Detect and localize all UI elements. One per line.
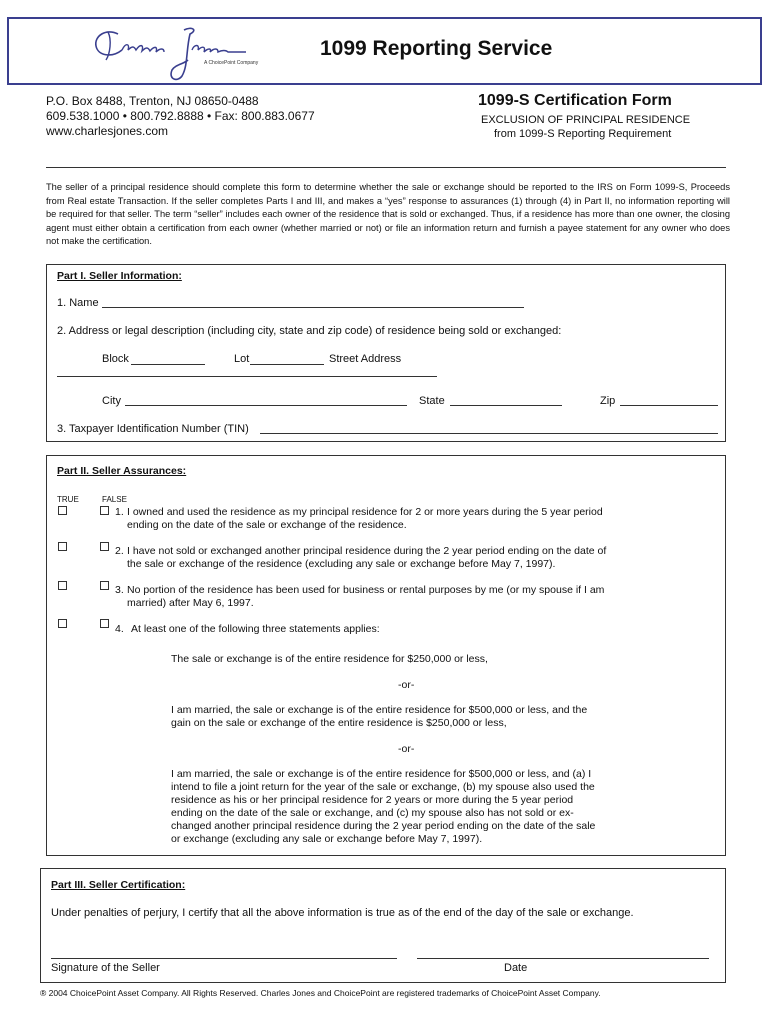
assurance-1-number: 1. [115, 506, 124, 518]
statement-c-line4: ending on the date of the sale or exchange, and (c) my spouse also has not sold or ex- [171, 807, 574, 819]
form-subtitle-2: from 1099-S Reporting Requirement [494, 128, 672, 140]
assurance-4-number: 4. [115, 623, 124, 635]
address-label: 2. Address or legal description (including city, state and zip code) of residence being sold or exchanged: [57, 325, 562, 337]
assurance-2-text: I have not sold or exchanged another principal residence during the 2 year period ending on the date of [127, 545, 607, 557]
lot-field[interactable] [250, 364, 324, 365]
name-label: 1. Name [57, 297, 99, 309]
date-field[interactable] [417, 958, 709, 959]
assurance-1-text-cont: ending on the date of the sale or exchange of the residence. [127, 519, 407, 531]
statement-c-line1: I am married, the sale or exchange is of the entire residence for $500,000 or less, and (a) I [171, 768, 592, 780]
assurance-2-text-cont: the sale or exchange of the residence (excluding any sale or exchange before May 7, 1997). [127, 558, 556, 570]
signature-field[interactable] [51, 958, 397, 959]
lot-label: Lot [234, 353, 250, 365]
name-field[interactable] [102, 307, 524, 308]
form-subtitle-1: EXCLUSION OF PRINCIPAL RESIDENCE [481, 114, 691, 126]
charles-jones-logo [88, 20, 258, 84]
block-label: Block [102, 353, 129, 365]
zip-label: Zip [600, 395, 616, 407]
assurance-3-number: 3. [115, 584, 124, 596]
assurance-3-true-checkbox[interactable] [58, 581, 67, 590]
assurance-3-text: No portion of the residence has been used for business or rental purposes by me (or my spouse if I am [127, 584, 605, 596]
assurance-4-true-checkbox[interactable] [58, 619, 67, 628]
assurance-4-false-checkbox[interactable] [100, 619, 109, 628]
street-address-field[interactable] [57, 376, 437, 377]
assurance-1-true-checkbox[interactable] [58, 506, 67, 515]
signature-label: Signature of the Seller [51, 962, 160, 974]
statement-c-line2: intend to file a joint return for the year of the sale or exchange, (b) my spouse also used the [171, 781, 595, 793]
tin-field[interactable] [260, 433, 718, 434]
logo-subtitle: A ChoicePoint Company [204, 60, 259, 66]
or-separator-1: -or- [398, 679, 415, 691]
part2-title: Part II. Seller Assurances: [57, 465, 187, 477]
part3-title: Part III. Seller Certification: [51, 879, 186, 891]
block-field[interactable] [131, 364, 205, 365]
assurance-3-false-checkbox[interactable] [100, 581, 109, 590]
or-separator-2: -or- [398, 743, 415, 755]
state-field[interactable] [450, 405, 562, 406]
date-label: Date [504, 962, 528, 974]
street-address-label: Street Address [329, 353, 402, 365]
assurance-1-text: I owned and used the residence as my principal residence for 2 or more years during the 5 year period [127, 506, 603, 518]
city-field[interactable] [125, 405, 407, 406]
form-title: 1099-S Certification Form [478, 92, 672, 109]
part1-title: Part I. Seller Information: [57, 270, 182, 282]
statement-b-line2: gain on the sale or exchange of the entire residence is $250,000 or less, [171, 717, 507, 729]
statement-a: The sale or exchange is of the entire residence for $250,000 or less, [171, 653, 488, 665]
statement-c-line3: residence as his or her principal residence for 2 years or more during the 5 year period [171, 794, 574, 806]
copyright-footer: ® 2004 ChoicePoint Asset Company. All Rights Reserved. Charles Jones and ChoicePoint are registered trademarks of ChoicePoint Asset Company. [40, 988, 601, 998]
assurance-4-text: At least one of the following three statements applies: [131, 623, 380, 635]
assurance-2-true-checkbox[interactable] [58, 542, 67, 551]
assurance-2-number: 2. [115, 545, 124, 557]
website-link[interactable]: www.charlesjones.com [46, 124, 169, 138]
assurance-3-text-cont: married) after May 6, 1997. [127, 597, 254, 609]
statement-c-line6: or exchange (excluding any sale or exchange before May 7, 1997). [171, 833, 483, 845]
phone-numbers: 609.538.1000 • 800.792.8888 • Fax: 800.883.0677 [46, 109, 315, 123]
perjury-statement: Under penalties of perjury, I certify that all the above information is true as of the end of the day of the sale or exchange. [51, 907, 634, 919]
state-label: State [419, 395, 445, 407]
false-column-label: FALSE [102, 495, 127, 504]
statement-c-line5: changed another principal residence during the 2 year period ending on the date of the sale [171, 820, 596, 832]
assurance-2-false-checkbox[interactable] [100, 542, 109, 551]
city-label: City [102, 395, 121, 407]
true-column-label: TRUE [57, 495, 79, 504]
assurance-1-false-checkbox[interactable] [100, 506, 109, 515]
zip-field[interactable] [620, 405, 718, 406]
header-divider [46, 167, 726, 168]
statement-b-line1: I am married, the sale or exchange is of the entire residence for $500,000 or less, and the [171, 704, 588, 716]
tin-label: 3. Taxpayer Identification Number (TIN) [57, 423, 249, 435]
mailing-address: P.O. Box 8488, Trenton, NJ 08650-0488 [46, 94, 259, 108]
service-title: 1099 Reporting Service [320, 37, 553, 60]
intro-paragraph: The seller of a principal residence should complete this form to determine whether the sale or exchange should be reported to the IRS on Form 1099-S, Proceeds from Real estate Transaction. If the seller completes Parts I and III, and makes a “yes” response to assurances (1) through (4) in Part II, no information reporting will be required for that seller. The term “seller” includes each owner of the residence that is sold or exchanged. Thus, if a residence has more than one owner, the closing agent must either obtain a certification from each owner (whether married or not) or file an information return and furnish a payee statement for any owner who does not make the certification. [46, 182, 730, 247]
